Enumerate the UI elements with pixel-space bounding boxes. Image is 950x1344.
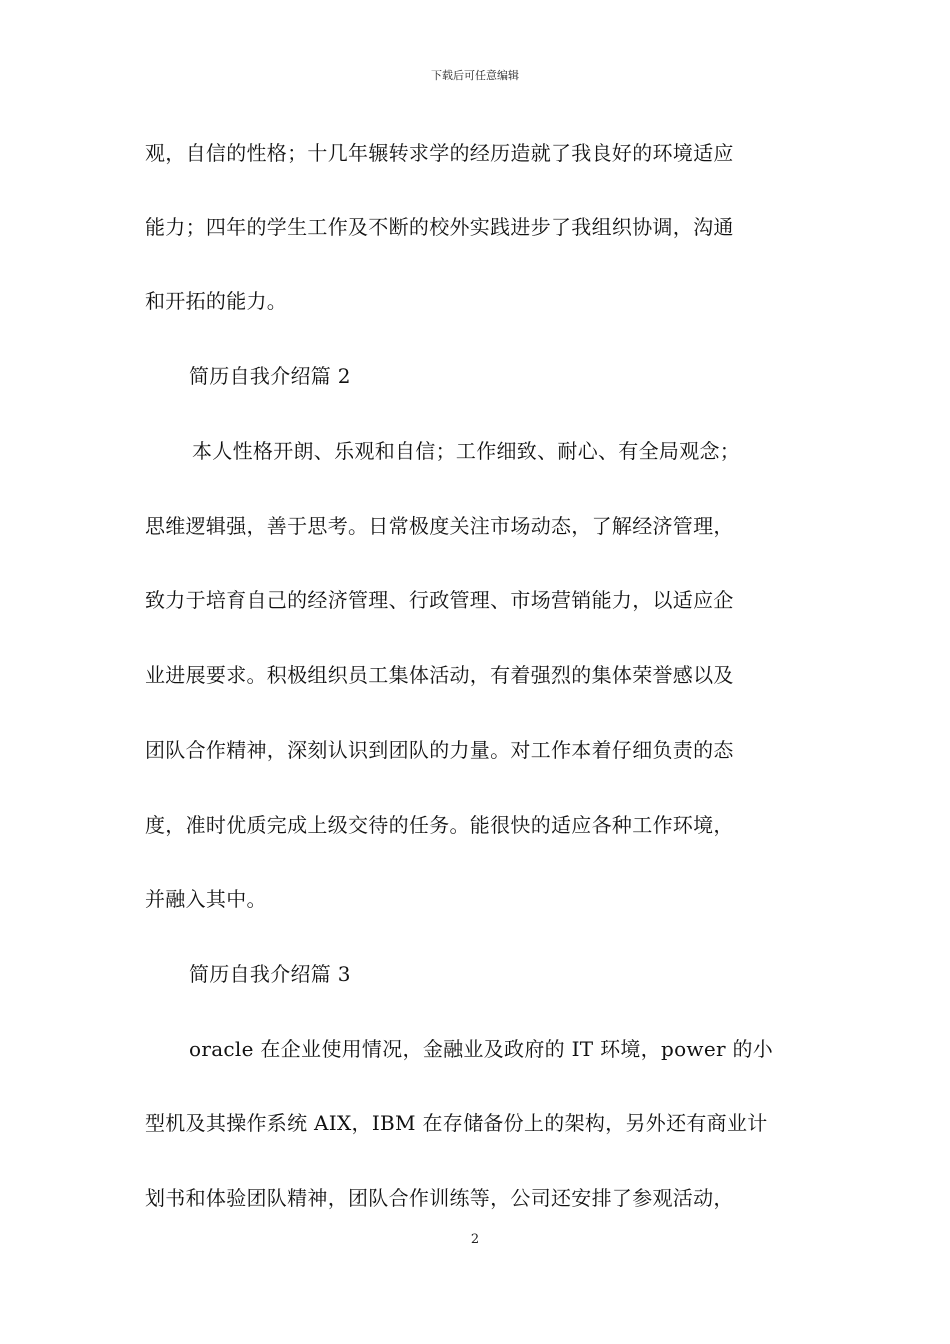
body-line: 本人性格开朗、乐观和自信；工作细致、耐心、有全局观念； xyxy=(192,439,741,463)
section-heading: 简历自我介绍篇 3 xyxy=(189,962,351,986)
body-line: 业进展要求。积极组织员工集体活动，有着强烈的集体荣誉感以及 xyxy=(145,663,734,687)
body-line: 思维逻辑强，善于思考。日常极度关注市场动态，了解经济管理， xyxy=(145,514,734,538)
body-line: 和开拓的能力。 xyxy=(145,289,288,313)
page-number: 2 xyxy=(470,1232,480,1247)
body-line: 并融入其中。 xyxy=(145,887,267,911)
body-line: 观，自信的性格；十几年辗转求学的经历造就了我良好的环境适应 xyxy=(145,141,734,165)
body-line: 度，准时优质完成上级交待的任务。能很快的适应各种工作环境， xyxy=(145,813,734,837)
section-heading: 简历自我介绍篇 2 xyxy=(189,364,351,388)
header-note: 下载后可任意编辑 xyxy=(431,69,519,82)
body-line: 能力；四年的学生工作及不断的校外实践进步了我组织协调，沟通 xyxy=(145,215,734,239)
body-line: 型机及其操作系统 AIX，IBM 在存储备份上的架构，另外还有商业计 xyxy=(145,1111,768,1135)
body-line: 致力于培育自己的经济管理、行政管理、市场营销能力，以适应企 xyxy=(145,588,734,612)
body-line: oracle 在企业使用情况，金融业及政府的 IT 环境，power 的小 xyxy=(189,1037,774,1061)
body-line: 团队合作精神，深刻认识到团队的力量。对工作本着仔细负责的态 xyxy=(145,738,734,762)
body-line: 划书和体验团队精神，团队合作训练等，公司还安排了参观活动， xyxy=(145,1186,734,1210)
